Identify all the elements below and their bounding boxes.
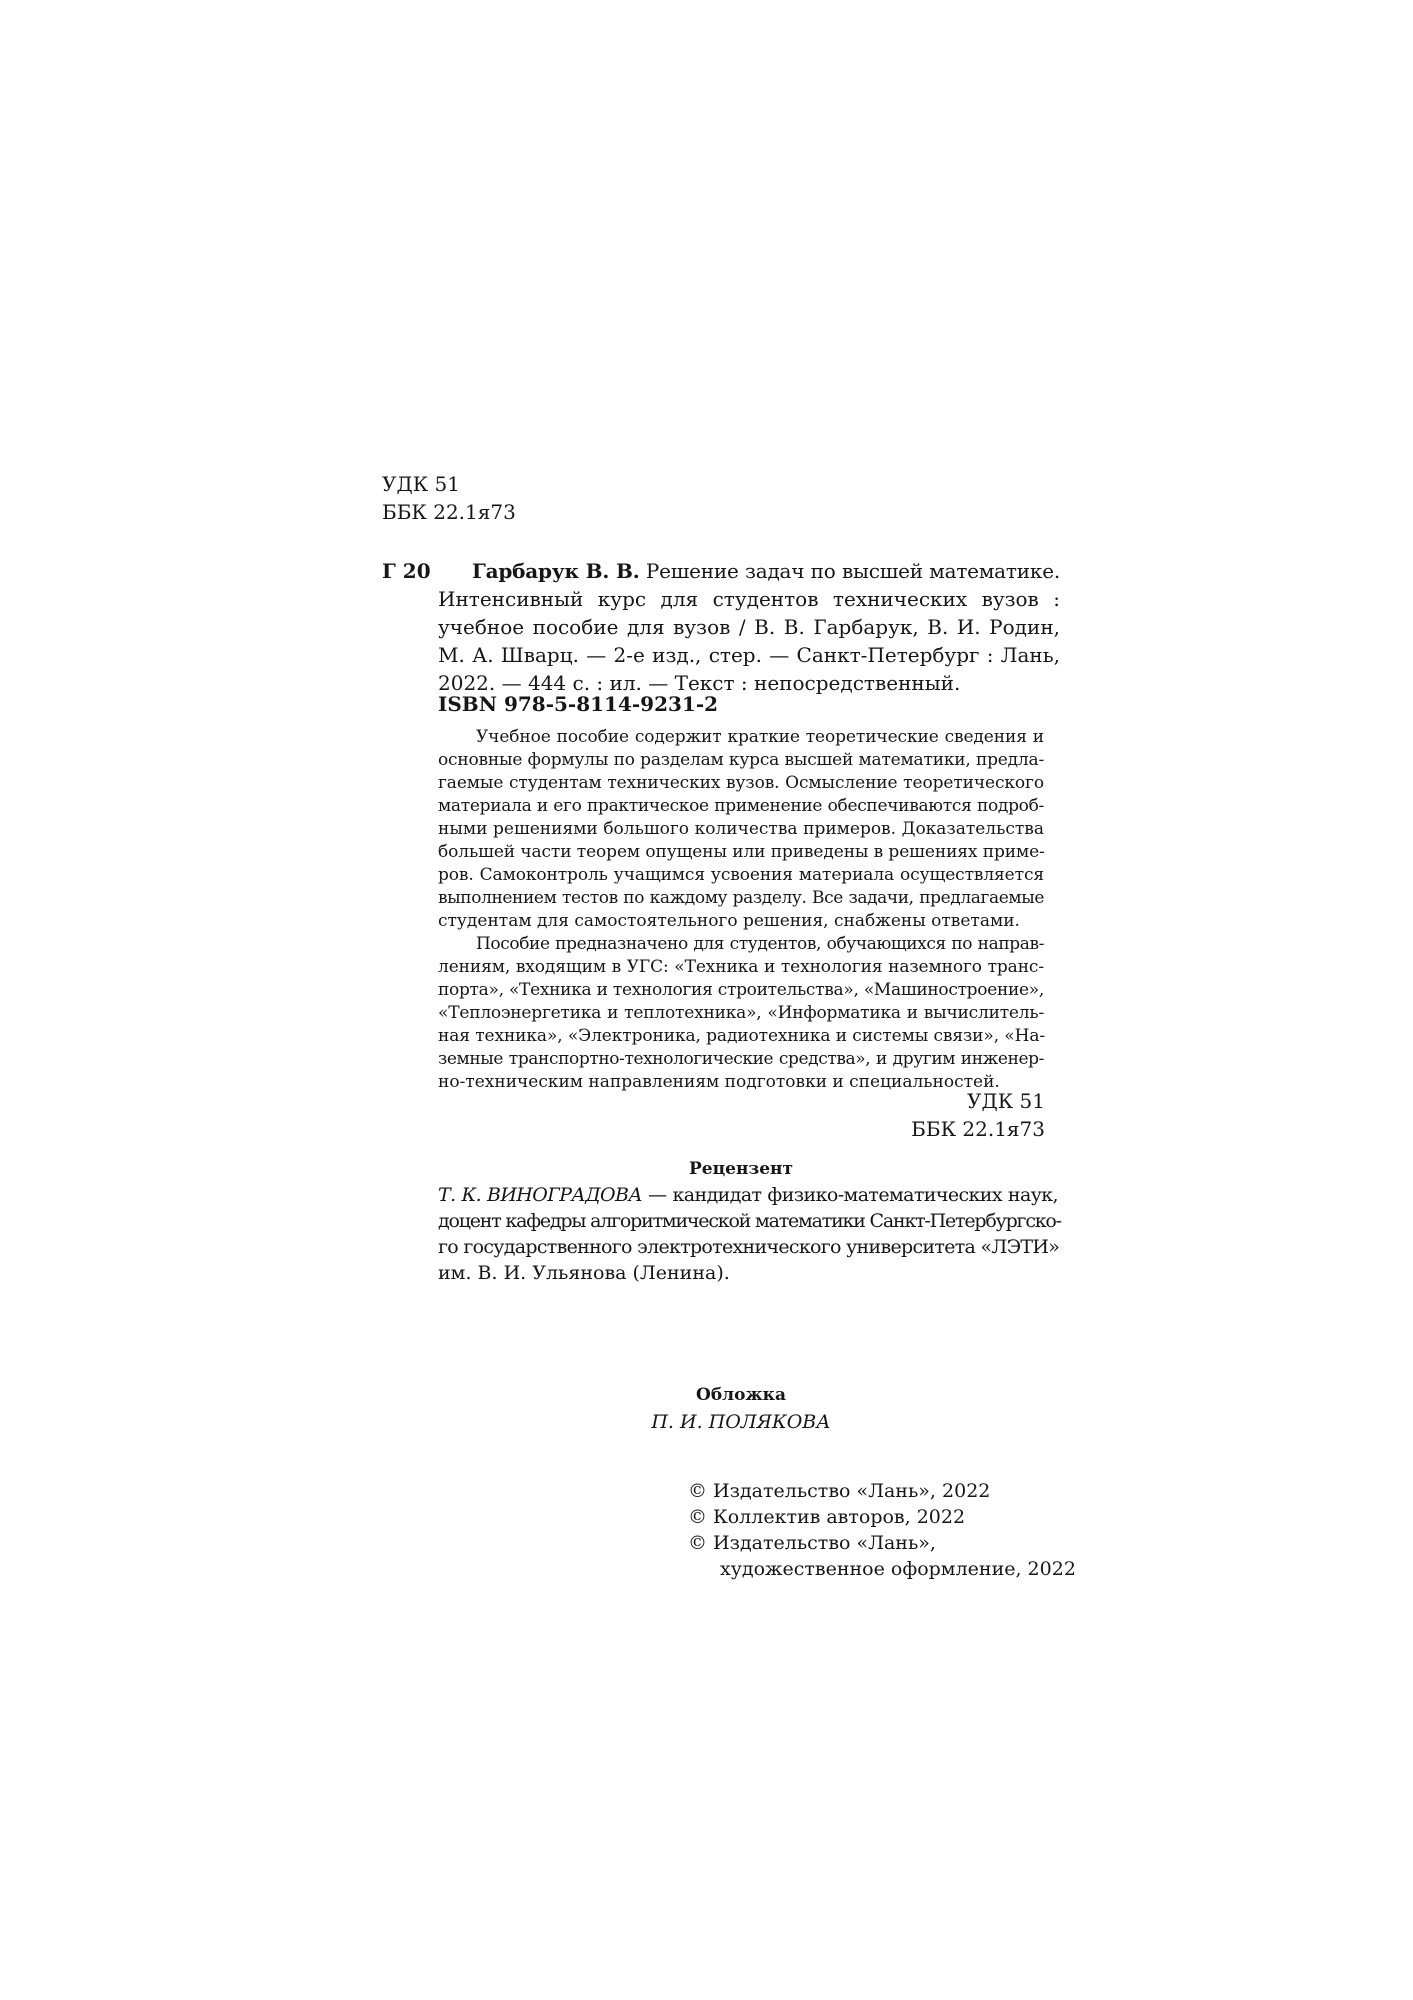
annotation-line: ными решениями большого количества примеров. Доказательства xyxy=(438,819,1044,839)
catalog-line: 2022. — 444 с. : ил. — Текст : непосредственный. xyxy=(438,671,961,695)
copyright-line: © Коллектив авторов, 2022 xyxy=(688,1506,966,1528)
annotation-line: но-техническим направлениям подготовки и специальностей. xyxy=(438,1072,1000,1092)
reviewer-line: им. В. И. Ульянова (Ленина). xyxy=(438,1262,730,1284)
annotation-line: Учебное пособие содержит краткие теоретические сведения и xyxy=(476,727,1044,747)
cover-designer: П. И. ПОЛЯКОВА xyxy=(651,1411,831,1433)
catalog-line: Интенсивный курс для студентов технических вузов : xyxy=(438,587,1060,611)
annotation-line: гаемые студентам технических вузов. Осмысление теоретического xyxy=(438,773,1044,793)
annotation-line: ров. Самоконтроль учащимся усвоения материала осуществляется xyxy=(438,865,1044,885)
reviewer-line: го государственного электротехнического университета «ЛЭТИ» xyxy=(438,1236,1060,1258)
catalog-entry xyxy=(438,557,1060,697)
annotation-line: порта», «Техника и технология строительства», «Машиностроение», xyxy=(438,980,1044,1000)
annotation-line: «Теплоэнергетика и теплотехника», «Информатика и вычислитель- xyxy=(438,1003,1044,1023)
reviewer-line: доцент кафедры алгоритмической математики Санкт-Петербургско- xyxy=(438,1210,1061,1232)
copyright-line: © Издательство «Лань», 2022 xyxy=(688,1480,991,1502)
bbk-code: ББК 22.1я73 xyxy=(382,500,516,524)
reviewer-heading: Рецензент xyxy=(688,1159,794,1179)
reviewer-block xyxy=(438,1182,1061,1286)
annotation-line: Пособие предназначено для студентов, обучающихся по направ- xyxy=(476,934,1044,954)
reviewer-line: Т. К. ВИНОГРАДОВА — кандидат физико-математических наук, xyxy=(438,1184,1058,1206)
author-sign: Г 20 xyxy=(382,559,431,583)
cover-heading: Обложка xyxy=(696,1385,786,1405)
classification-bottom xyxy=(860,1087,1045,1143)
udk-code-right: УДК 51 xyxy=(967,1089,1045,1113)
annotation-line: студентам для самостоятельного решения, снабжены ответами. xyxy=(438,911,1020,931)
udk-code: УДК 51 xyxy=(382,472,460,496)
annotation-line: большей части теорем опущены или приведены в решениях приме- xyxy=(438,842,1045,862)
bbk-code-right: ББК 22.1я73 xyxy=(911,1117,1045,1141)
annotation xyxy=(438,726,1044,1094)
catalog-line: Гарбарук В. В. Решение задач по высшей математике. xyxy=(472,559,1060,583)
annotation-line: лениям, входящим в УГС: «Техника и технология наземного транс- xyxy=(438,957,1044,977)
isbn: ISBN 978-5-8114-9231-2 xyxy=(438,692,719,716)
copyright-block xyxy=(688,1478,1076,1582)
annotation-line: материала и его практическое применение обеспечиваются подроб- xyxy=(438,796,1044,816)
annotation-line: выполнением тестов по каждому разделу. Все задачи, предлагаемые xyxy=(438,888,1044,908)
annotation-line: ная техника», «Электроника, радиотехника и системы связи», «На- xyxy=(438,1026,1046,1046)
catalog-line: М. А. Шварц. — 2-е изд., стер. — Санкт-Петербург : Лань, xyxy=(438,643,1060,667)
copyright-line: © Издательство «Лань», xyxy=(688,1532,936,1554)
annotation-line: земные транспортно-технологические средства», и другим инженер- xyxy=(438,1049,1044,1069)
catalog-line: учебное пособие для вузов / В. В. Гарбарук, В. И. Родин, xyxy=(438,615,1060,639)
copyright-line: художественное оформление, 2022 xyxy=(720,1558,1076,1580)
classification-top xyxy=(382,470,516,526)
reviewer-name: Т. К. ВИНОГРАДОВА xyxy=(438,1184,643,1206)
annotation-line: основные формулы по разделам курса высшей математики, предла- xyxy=(438,750,1044,770)
